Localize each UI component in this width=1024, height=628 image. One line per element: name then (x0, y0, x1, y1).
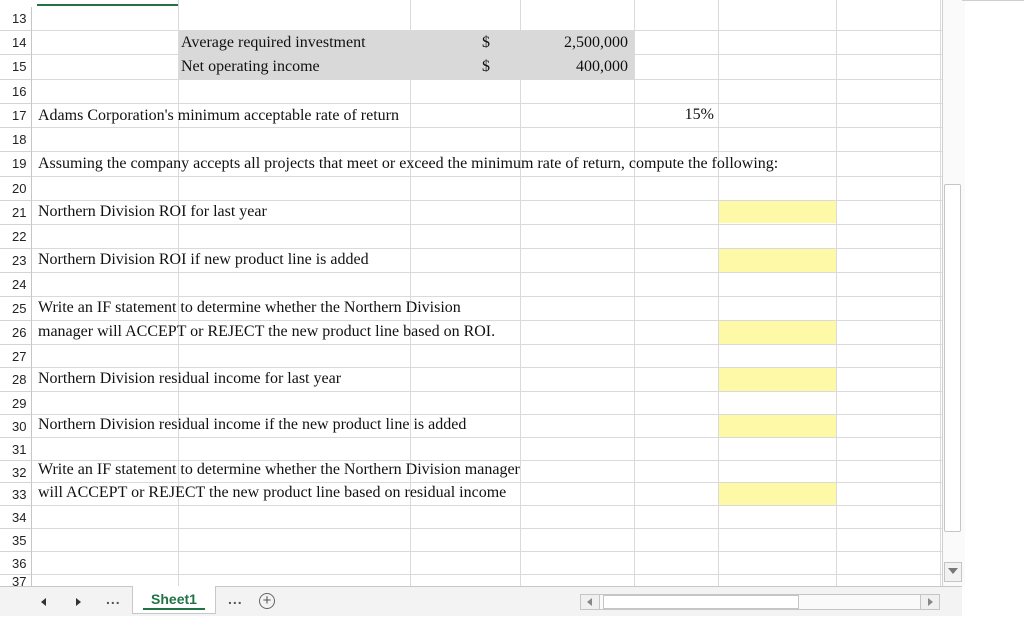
question-ri-new-line[interactable]: Northern Division residual income if the new product line is added (38, 416, 467, 433)
row-divider (32, 79, 962, 80)
row-header[interactable]: 14 (0, 31, 32, 55)
instruction-text[interactable]: Assuming the company accepts all projects that meet or exceed the minimum rate of return, compute the following: (38, 155, 779, 172)
row-divider (32, 344, 962, 345)
row-header[interactable]: 28 (0, 368, 32, 392)
row-header[interactable]: 30 (0, 415, 32, 438)
question-ri-last-year[interactable]: Northern Division residual income for last year (38, 370, 342, 387)
row-divider (32, 505, 962, 506)
column-divider (940, 0, 941, 586)
row-header[interactable]: 18 (0, 128, 32, 152)
row-header[interactable]: 16 (0, 80, 32, 104)
row-header[interactable]: 19 (0, 152, 32, 177)
question-if-ri-line1[interactable]: Write an IF statement to determine whether the Northern Division manager (38, 461, 520, 478)
scroll-right-button[interactable] (920, 595, 939, 609)
add-sheet-button[interactable]: + (259, 593, 275, 609)
min-rate-value[interactable]: 15% (684, 106, 714, 123)
scroll-tabs-right-icon[interactable] (76, 598, 81, 606)
row-divider (32, 30, 962, 31)
answer-cell-roi-last-year[interactable] (719, 200, 836, 223)
row-divider (32, 391, 962, 392)
min-rate-label[interactable]: Adams Corporation's minimum acceptable rate of return (38, 107, 399, 124)
row-header[interactable]: 36 (0, 552, 32, 575)
scroll-left-button[interactable] (581, 595, 600, 609)
triangle-left-icon (587, 598, 592, 606)
noi-currency: $ (482, 58, 490, 75)
noi-value[interactable]: 400,000 (576, 58, 628, 75)
row-divider (32, 176, 962, 177)
answer-cell-ri-new-line[interactable] (719, 414, 836, 437)
answer-cell-if-ri[interactable] (719, 482, 836, 505)
column-divider (836, 0, 837, 586)
window-top-border (962, 0, 1024, 1)
row-header[interactable]: 13 (0, 7, 32, 31)
tab-sheet1[interactable]: Sheet1 (132, 586, 216, 614)
row-header[interactable]: 35 (0, 529, 32, 552)
column-divider (520, 0, 521, 586)
avg-investment-currency: $ (482, 34, 490, 51)
row-divider (32, 437, 962, 438)
answer-cell-ri-last-year[interactable] (719, 368, 836, 391)
row-divider (32, 528, 962, 529)
row-header[interactable]: 20 (0, 177, 32, 201)
answer-cell-roi-new-line[interactable] (719, 249, 836, 272)
row-header[interactable]: 32 (0, 461, 32, 483)
question-roi-new-line[interactable]: Northern Division ROI if new product line is added (38, 251, 369, 268)
vertical-scroll-thumb[interactable] (944, 184, 961, 532)
question-if-roi-line1[interactable]: Write an IF statement to determine whether the Northern Division (38, 299, 461, 316)
row-header[interactable]: 24 (0, 273, 32, 297)
noi-label[interactable]: Net operating income (181, 58, 320, 75)
row-header[interactable]: 17 (0, 104, 32, 128)
question-roi-last-year[interactable]: Northern Division ROI for last year (38, 203, 267, 220)
row-header[interactable]: 15 (0, 55, 32, 80)
row-header[interactable]: 25 (0, 297, 32, 321)
row-header[interactable]: 27 (0, 345, 32, 368)
row-header[interactable]: 26 (0, 321, 32, 345)
row-divider (32, 224, 962, 225)
row-divider (32, 54, 962, 55)
answer-cell-if-roi[interactable] (719, 321, 836, 344)
avg-investment-label[interactable]: Average required investment (181, 34, 366, 51)
row-header[interactable]: 23 (0, 249, 32, 273)
avg-investment-value[interactable]: 2,500,000 (564, 34, 628, 51)
sheet-tab-bar (0, 586, 962, 616)
row-header[interactable]: 34 (0, 506, 32, 529)
selected-cell-indicator (37, 4, 178, 6)
more-sheets-left-button[interactable]: ... (106, 591, 121, 607)
row-divider (32, 272, 962, 273)
scroll-tabs-left-icon[interactable] (41, 598, 46, 606)
horizontal-scroll-thumb[interactable] (603, 595, 799, 609)
row-header[interactable]: 33 (0, 483, 32, 506)
column-divider (634, 0, 635, 586)
row-divider (32, 127, 962, 128)
row-header[interactable]: 22 (0, 225, 32, 249)
scroll-down-button[interactable] (944, 562, 962, 582)
question-if-ri-line2[interactable]: will ACCEPT or REJECT the new product line based on residual income (38, 484, 507, 501)
triangle-right-icon (928, 598, 933, 606)
question-if-roi-line2[interactable]: manager will ACCEPT or REJECT the new product line based on ROI. (38, 323, 496, 340)
triangle-down-icon (948, 568, 958, 574)
row-header[interactable]: 21 (0, 201, 32, 225)
row-header[interactable]: 37 (0, 575, 32, 586)
row-header[interactable]: 31 (0, 438, 32, 461)
horizontal-scrollbar[interactable] (580, 594, 940, 610)
row-divider (32, 551, 962, 552)
row-header[interactable]: 29 (0, 392, 32, 415)
row-divider (32, 574, 962, 575)
more-sheets-right-button[interactable]: ... (228, 591, 243, 607)
